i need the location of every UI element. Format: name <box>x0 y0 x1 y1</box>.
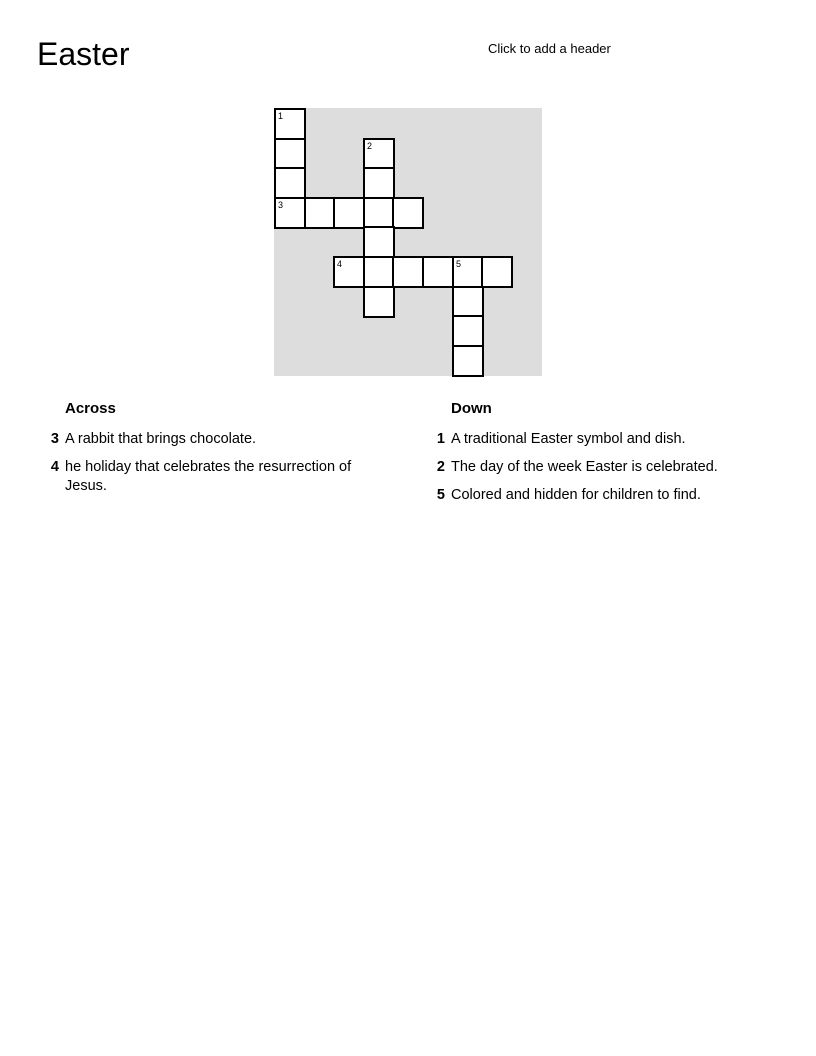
down-clues <box>426 400 756 514</box>
down-clue <box>426 430 756 449</box>
clue-number: 3 <box>50 431 59 447</box>
grid-cell[interactable] <box>363 138 395 170</box>
clue-number: 4 <box>50 459 59 475</box>
down-clue <box>426 486 756 505</box>
grid-cell[interactable] <box>274 138 306 170</box>
clue-text: The day of the week Easter is celebrated. <box>451 459 718 475</box>
clue-number: 1 <box>436 431 445 447</box>
grid-cell[interactable] <box>304 197 336 229</box>
grid-cell[interactable] <box>274 167 306 199</box>
down-clue <box>426 458 756 477</box>
grid-cell[interactable] <box>333 256 365 288</box>
grid-cell[interactable] <box>363 226 395 258</box>
cell-number: 2 <box>367 141 373 151</box>
grid-cell[interactable] <box>363 256 395 288</box>
across-heading: Across <box>65 400 116 417</box>
down-heading: Down <box>451 400 492 417</box>
clue-text: A traditional Easter symbol and dish. <box>451 431 686 447</box>
grid-cell[interactable] <box>452 256 484 288</box>
grid-cell[interactable] <box>452 286 484 318</box>
across-clue <box>40 430 370 449</box>
grid-cell[interactable] <box>363 197 395 229</box>
cell-number: 5 <box>456 259 462 269</box>
grid-cell[interactable] <box>452 345 484 377</box>
grid-cell[interactable] <box>363 167 395 199</box>
grid-cell[interactable] <box>274 197 306 229</box>
crossword-grid <box>274 108 542 376</box>
grid-cell[interactable] <box>422 256 454 288</box>
grid-cell[interactable] <box>392 197 424 229</box>
grid-cell[interactable] <box>274 108 306 140</box>
across-clue <box>40 458 370 496</box>
grid-cell[interactable] <box>481 256 513 288</box>
grid-cell[interactable] <box>452 315 484 347</box>
across-clues <box>40 400 370 505</box>
header-placeholder[interactable]: Click to add a header <box>488 41 611 56</box>
cell-number: 1 <box>278 111 284 121</box>
grid-cell[interactable] <box>333 197 365 229</box>
clue-text: he holiday that celebrates the resurrection of Jesus. <box>65 459 352 494</box>
clue-number: 2 <box>436 459 445 475</box>
clue-number: 5 <box>436 487 445 503</box>
cell-number: 4 <box>337 259 343 269</box>
grid-cell[interactable] <box>363 286 395 318</box>
page-title: Easter <box>37 36 130 72</box>
clue-text: A rabbit that brings chocolate. <box>65 431 257 447</box>
grid-cell[interactable] <box>392 256 424 288</box>
cell-number: 3 <box>278 200 284 210</box>
clue-text: Colored and hidden for children to find. <box>451 487 701 503</box>
